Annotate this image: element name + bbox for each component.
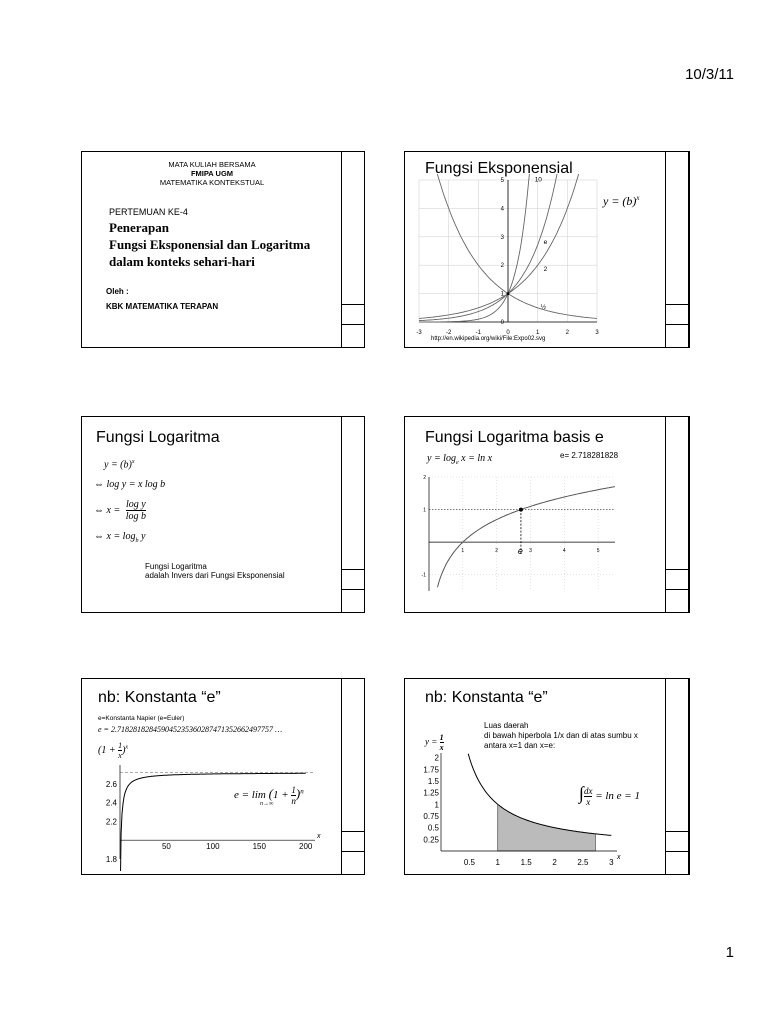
x-tick-label: 1 [495, 858, 501, 867]
log-eq-3-den: log b [125, 511, 146, 522]
x-tick-label: -2 [445, 330, 452, 336]
log-eq-2: ⇔ log y = x log b [94, 479, 166, 490]
slide-heading: nb: Konstanta “e” [98, 689, 221, 706]
y-tick-label: 1.75 [423, 765, 439, 775]
curve-label: 10 [534, 176, 542, 184]
x-axis-label: x [617, 854, 621, 861]
x-tick-label: 4 [562, 548, 566, 555]
slide-notes-box [341, 151, 365, 348]
slide-title-line1: Penerapan [109, 220, 169, 235]
slide-title-line2: Fungsi Eksponensial dan Logaritma [109, 237, 311, 252]
x-tick-label: 2 [495, 548, 499, 555]
log-eq-3 [94, 499, 146, 522]
x-tick-label: 100 [206, 842, 220, 852]
area-desc-1: Luas daerah [484, 721, 529, 730]
y-tick-label: 1 [423, 507, 426, 514]
slide-title-line3: dalam konteks sehari-hari [109, 254, 255, 269]
y-tick-label: 2 [434, 753, 439, 763]
ln-chart [419, 473, 619, 598]
slide-title [81, 151, 364, 348]
slide-notes-box [341, 678, 365, 875]
y-tick-label: 1.25 [423, 788, 439, 798]
exponential-chart [411, 174, 603, 348]
ln-formula: $y = \log_e x = \ln x$ [427, 453, 493, 466]
y-tick-label: 1.5 [427, 777, 439, 786]
e-digits: e = 2.71828182845904523536028747135266249775​7 … [98, 725, 283, 734]
ln-curve [438, 487, 616, 588]
x-tick-label: 5 [596, 548, 600, 555]
hyperbola-formula: y = $\frac{1}{x}$ [425, 733, 444, 752]
slide-notes-box [665, 416, 689, 613]
slide-heading: nb: Konstanta “e” [425, 689, 548, 706]
x-tick-label: -3 [416, 330, 422, 336]
y-tick-label: 3 [500, 234, 504, 241]
y-tick-label: 1 [500, 291, 504, 298]
inverse-note-1: Fungsi Logaritma [145, 562, 207, 571]
y-tick-label: 2.2 [105, 817, 117, 827]
x-tick-label: 50 [161, 842, 171, 852]
slide-notes-box [665, 678, 689, 875]
compound-expr: (1 + $\frac{1}{x}$ )$^x$ [98, 741, 129, 760]
y-tick-label: 2 [500, 263, 504, 270]
integral-formula: ∫ $\frac{dx}{x}$ = ln e = 1 [579, 783, 640, 807]
x-tick-label: 0.5 [463, 858, 475, 867]
y-tick-label: 2.6 [105, 779, 117, 789]
x-tick-label: 3 [609, 858, 614, 867]
hyperbola-curve [468, 754, 611, 836]
y-tick-label: 0 [500, 320, 504, 326]
x-tick-label: -1 [475, 330, 482, 336]
limit-chart [90, 761, 330, 871]
log-eq-4: ⇔ $x = \log_b y$ [94, 531, 146, 544]
limit-subscript: n→∞ [260, 801, 274, 807]
x-tick-label: 0 [506, 330, 510, 336]
inverse-note-2: adalah Invers dari Fungsi Eksponensial [145, 571, 285, 580]
limit-curve [120, 773, 306, 871]
y-tick-label: 2 [423, 475, 426, 481]
x-tick-label: 2 [552, 858, 557, 867]
e-value: e= 2.718281828 [560, 451, 619, 460]
page-number: 1 [725, 944, 734, 961]
author-label: KBK MATEMATIKA TERAPAN [106, 302, 219, 311]
y-tick-label: 0.5 [427, 823, 439, 833]
slide-heading: Fungsi Logaritma [96, 429, 220, 446]
x-tick-label: 150 [252, 842, 266, 852]
x-tick-label: 3 [529, 548, 532, 555]
limit-formula: e = lim (1 + $\frac{1}{n}$ )$^n$ [234, 785, 304, 806]
slide-notes-box [665, 151, 689, 348]
x-tick-label: 3 [595, 330, 599, 336]
log-eq-3-num: log y [125, 499, 146, 510]
y-tick-label: 1.8 [105, 855, 117, 864]
curve-label: ½ [540, 304, 547, 312]
y-tick-label: -1 [421, 572, 426, 579]
x-tick-label: 1.5 [520, 858, 532, 867]
subject-line: MATEMATIKA KONTEKSTUAL [159, 178, 265, 187]
slide-constant-e-area [404, 678, 690, 875]
curve-label: e [543, 238, 548, 246]
x-tick-label: 200 [299, 842, 313, 852]
x-tick-label: 2.5 [577, 858, 589, 867]
log-eq-3-lhs: ⇔ x = [94, 504, 121, 516]
x-axis-label: x [317, 833, 321, 841]
y-tick-label: 0.75 [423, 812, 439, 821]
faculty-line: FMIPA UGM [190, 169, 234, 178]
y-tick-label: 0.25 [423, 835, 439, 845]
area-desc-2: di bawah hiperbola 1/x dan di atas sumbu x [484, 731, 638, 740]
source-link[interactable]: http://en.wikipedia.org/wiki/File:Expo02.svg [431, 336, 546, 342]
x-tick-label: 1 [535, 330, 540, 336]
x-tick-label: 2 [565, 330, 570, 336]
y-tick-label: 1 [434, 800, 439, 810]
x-tick-label: 1 [461, 548, 465, 555]
intersection-point [507, 292, 510, 295]
slide-logarithm [81, 416, 364, 613]
slide-exponential [404, 151, 690, 348]
slide-heading: Fungsi Eksponensial [425, 160, 573, 177]
napier-label: e=Konstanta Napier (e=Euler) [98, 715, 185, 722]
y-tick-label: 5 [500, 178, 504, 184]
slide-heading: Fungsi Logaritma basis e [425, 429, 604, 446]
print-date: 10/3/11 [685, 66, 734, 83]
y-tick-label: 4 [500, 206, 504, 213]
meeting-label: PERTEMUAN KE-4 [109, 207, 188, 217]
area-desc-3: antara x=1 dan x=e: [484, 741, 556, 750]
point-e-1 [519, 508, 523, 512]
slide-notes-box [341, 416, 365, 613]
log-eq-1: $y = (b)^x$ [104, 459, 135, 471]
course-line: MATA KULIAH BERSAMA [168, 160, 256, 169]
area-chart [405, 747, 630, 872]
shaded-area [498, 804, 596, 851]
e-axis-label: e [517, 546, 523, 557]
curve-label: 2 [543, 265, 548, 273]
by-label: Oleh : [106, 287, 129, 296]
y-tick-label: 2.4 [105, 798, 117, 808]
slide-ln [404, 416, 690, 613]
slide-constant-e-limit [81, 678, 364, 875]
exp-formula: $y = (b)^x$ [603, 194, 640, 208]
